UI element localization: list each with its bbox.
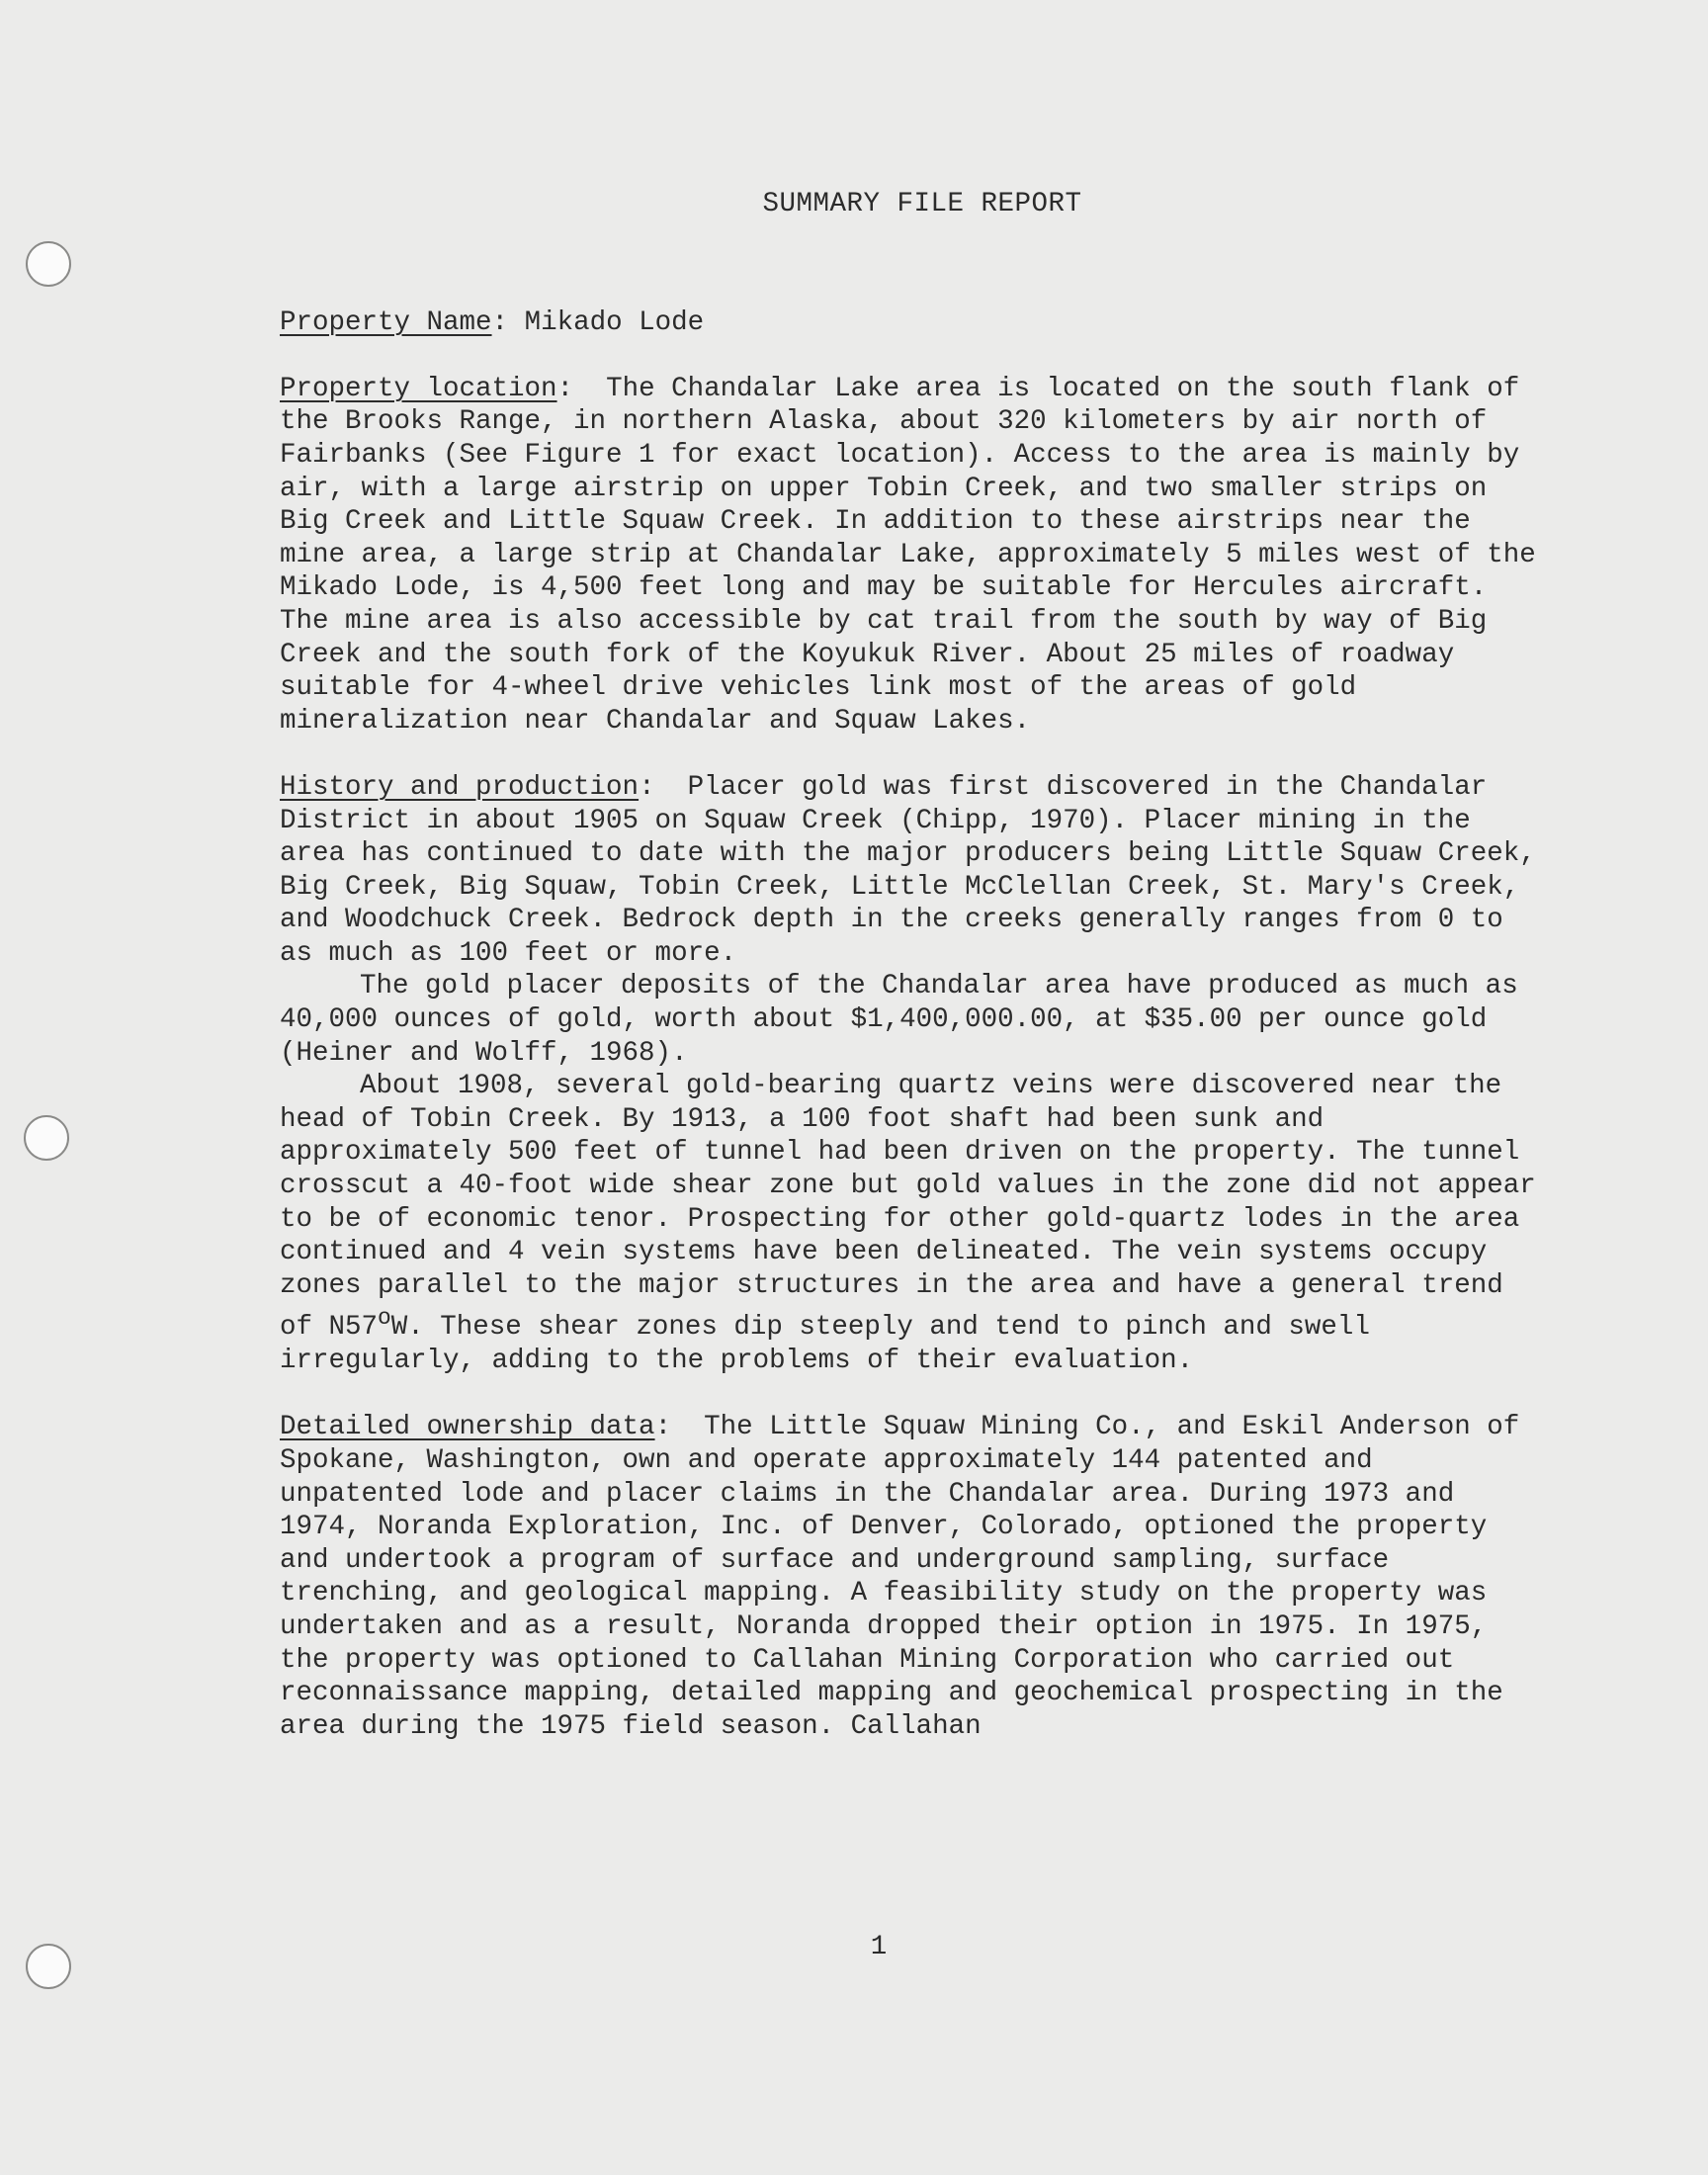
property-name-label: Property Name xyxy=(280,306,492,338)
ownership-text: The Little Squaw Mining Co., and Eskil Anderson of Spokane, Washington, own and operate approximately 144 patented and unpatented lode and placer claims in the Chandalar area. During 1973 and 1974, Noranda Exploration, Inc. of Denver, Colorado, optioned the property and undertook a program of surface and underground sampling, surface trenching, and geological mapping. A feasibility study on the property was undertaken and as a result, Noranda dropped their option in 1975. In 1975, the property was optioned to Callahan Mining Corporation who carried out reconnaissance mapping, detailed mapping and geochemical prospecting in the area during the 1975 field season. Callahan xyxy=(280,1412,1536,1742)
degree-superscript: o xyxy=(378,1305,391,1332)
report-title: SUMMARY FILE REPORT xyxy=(762,189,1082,219)
binder-hole-middle xyxy=(24,1115,69,1161)
history-text: Placer gold was first discovered in the Chandalar District in about 1905 on Squaw Creek (Chipp, 1970). Placer mining in the area has continued to date with the major producers being Little Squaw Creek, Big Creek, Big Squaw, Tobin Creek, Little McClellan Creek, St. Mary's Creek, and Woodchuck Creek. Bedrock depth in the creeks generally ranges from 0 to as much as 100 feet or more. xyxy=(280,771,1553,969)
section-ownership: Detailed ownership data: The Little Squaw Mining Co., and Eskil Anderson of Spokane, Washington, own and operate approximately 144 patented and unpatented lode and placer claims in the Chandalar area. During 1973 and 1974, Noranda Exploration, Inc. of Denver, Colorado, optioned the property and undertook a program of surface and underground sampling, surface trenching, and geological mapping. A feasibility study on the property was undertaken and as a result, Noranda dropped their option in 1975. In 1975, the property was optioned to Callahan Mining Corporation who carried out reconnaissance mapping, detailed mapping and geochemical prospecting in the area during the 1975 field season. Callahan xyxy=(280,1412,1536,1742)
section-history-production: History and production: Placer gold was first discovered in the Chandalar District in about 1905 on Squaw Creek (Chipp, 1970). Placer mining in the area has continued to date with the major producers being Little Squaw Creek, Big Creek, Big Squaw, Tobin Creek, Little McClellan Creek, St. Mary's Creek, and Woodchuck Creek. Bedrock depth in the creeks generally ranges from 0 to as much as 100 feet or more. The gold placer deposits of the Chandalar area have produced as much as 40,000 ounces of gold, worth about $1,400,000.00, at $35.00 per ounce gold (Heiner and Wolff, 1968). About 1908, several gold-bearing quartz veins were discovered near the head of Tobin Creek. By 1913, a 100 foot shaft had been sunk and approximately 500 feet of tunnel had been driven on the property. The tunnel crosscut a 40-foot wide shear zone but gold values in the zone did not appear to be of economic tenor. Prospecting for other gold-quartz lodes in the area continued and 4 vein systems have been delineated. The vein systems occupy zones parallel to the major structures in the area and have a general trend of N57$^o$W. These shear zones dip steeply and tend to pinch and swell irregularly, adding to the problems of their evaluation. xyxy=(280,771,1553,1377)
property-name-line: Property Name: Mikado Lode xyxy=(280,306,705,338)
ownership-heading: Detailed ownership data xyxy=(280,1412,655,1443)
binder-hole-top xyxy=(26,241,71,287)
property-location-heading: Property location xyxy=(280,373,557,404)
property-location-text: The Chandalar Lake area is located on the south flank of the Brooks Range, in northern Alaska, about 320 kilometers by air north of Fairbanks (See Figure 1 for exact location). Access to the area is mainly by air, with a large airstrip on upper Tobin Creek, and two smaller strips on Big Creek and Little Squaw Creek. In addition to these airstrips near the mine area, a large strip at Chandalar Lake, approximately 5 miles west of the Mikado Lode, is 4,500 feet long and may be suitable for Hercules aircraft. The mine area is also accessible by cat trail from the south by way of Big Creek and the south fork of the Koyukuk River. About 25 miles of roadway suitable for 4-wheel drive vehicles link most of the areas of gold mineralization near Chandalar and Squaw Lakes. xyxy=(280,373,1553,737)
property-name-value: Mikado Lode xyxy=(524,306,705,338)
history-heading: History and production xyxy=(280,771,640,803)
history-paragraph-3: About 1908, several gold-bearing quartz veins were discovered near the head of Tobin Creek. By 1913, a 100 foot shaft had been sunk and approximately 500 feet of tunnel had been driven on the property. The tunnel crosscut a 40-foot wide shear zone but gold values in the zone did not appear to be of economic tenor. Prospecting for other gold-quartz lodes in the area continued and 4 vein systems have been delineated. The vein systems occupy zones parallel to the major structures in the area and have a general trend of N57$^o$W. These shear zones dip steeply and tend to pinch and swell irregularly, adding to the problems of their evaluation. xyxy=(280,1071,1553,1377)
section-property-location: Property location: The Chandalar Lake area is located on the south flank of the Brooks Range, in northern Alaska, about 320 kilometers by air north of Fairbanks (See Figure 1 for exact location). Access to the area is mainly by air, with a large airstrip on upper Tobin Creek, and two smaller strips on Big Creek and Little Squaw Creek. In addition to these airstrips near the mine area, a large strip at Chandalar Lake, approximately 5 miles west of the Mikado Lode, is 4,500 feet long and may be suitable for Hercules aircraft. The mine area is also accessible by cat trail from the south by way of Big Creek and the south fork of the Koyukuk River. About 25 miles of roadway suitable for 4-wheel drive vehicles link most of the areas of gold mineralization near Chandalar and Squaw Lakes. xyxy=(280,373,1553,737)
history-paragraph-2: The gold placer deposits of the Chandalar area have produced as much as 40,000 ounces of gold, worth about $1,400,000.00, at $35.00 per ounce gold (Heiner and Wolff, 1968). xyxy=(280,971,1535,1069)
page-number: 1 xyxy=(870,1932,888,1962)
report-body xyxy=(280,188,1553,1777)
